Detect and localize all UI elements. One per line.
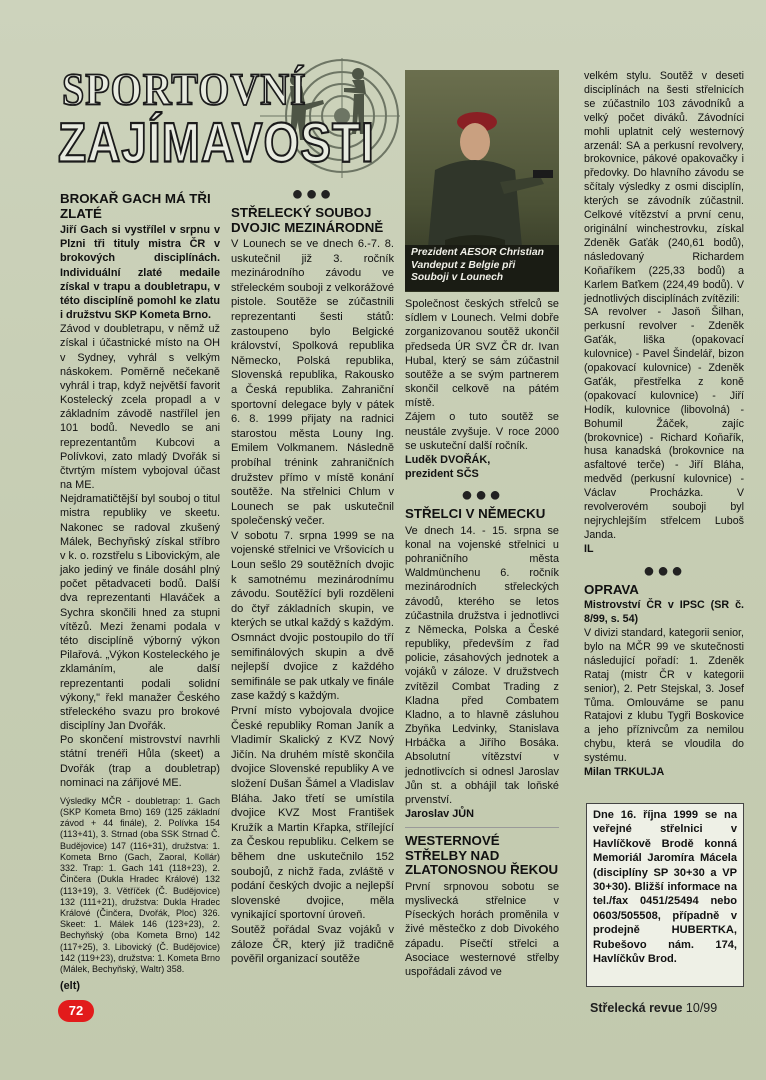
paragraph: V divizi standard, kategorii senior, bylo na MČR 99 ve skutečnosti následující pořadí: 1. Zdeněk Rataj (mistr ČR v kategorii senior), 2. Petr Stejskal, 3. Josef Tůma. Omlouváme se panu Ratajovi z klubu Tygři Boskovice a jeho příznivcům za nemilou chybu, která se vloudila do systému.: [584, 627, 744, 765]
separator-dots: ●●●: [460, 484, 504, 507]
article-title: OPRAVA: [584, 581, 639, 597]
footer-magazine: [590, 1001, 717, 1015]
column-2: [231, 180, 394, 967]
divider: [405, 827, 559, 828]
paragraph: Společnost českých střelců se sídlem v Lounech. Velmi dobře zorganizovanou soutěž ukončil předseda ÚR SVZ ČR dr. Ivan Hubal, který se sám zúčastnil soutěže a se svým partnerem skončil celkově na pátém místě.: [405, 298, 559, 410]
paragraph: SA revolver - Jasoň Šilhan, perkusní revolver - Zdeněk Gaťák, liška (opakovací kulovnice) - Pavel Šindelář, bizon (opakovací kulovnice) - Zdeněk Gaťák, přestřelka z koně (opakovací kulovnice) - Jiří Hodík, kulovnice (libovolná) - Bohumil Žáček, zajíc (brokovnice) - Richard Koňařík, husa kanadská (brokovnice na asfaltové terče) - Jiří Bláha, medvěd (perkusní kulovnice) - Václav Procházka. V revolverovém souboji byl nejrychlejším střelcem Luboš Janda.: [584, 306, 744, 541]
section-title-line1: SPORTOVNÍ: [62, 63, 307, 115]
magazine-name: Střelecká revue: [590, 1001, 683, 1015]
results-list: Výsledky MČR - doubletrap: 1. Gach (SKP Kometa Brno) 169 (125 základní závod + 44 finále), 2. Polívka 154 (113+41), 3. Strnad (oba SSK Strnad Č. Budějovice) 147 (116+31), družstva: 1. Kometa Brno (Gach, Zaoral, Kollár) 332. Trap: 1. Gach 141 (118+23), 2. Činčera (Dukla Hradec Králové) 132 (113+19), 3. Větříček (Č. Budějovice) 132 (111+21), družstva: Dukla Hradec Králové (Činčera, Dvořák, Ploc) 326. Skeet: 1. Málek 146 (123+23), 2. Bechyňský (oba Kometa Brno) 142 (117+25), 3. Libovický (Č. Budějovice) 142 (119+23), družstva: 1. Kometa Brno (Málek, Bechyňský, Waltr) 358.: [60, 795, 220, 974]
separator-dots: ●●●: [642, 559, 686, 582]
author-role: prezident SČS: [405, 468, 479, 481]
paragraph: První srpnovou sobotu se myslivecká střelnice v Píseckých horách proměnila v živé městečko z dob Divokého západu. Písečtí střelci a Asociace westernové střelby uspořádali závod ve: [405, 880, 559, 978]
article-title: WESTERNOVÉ STŘELBY NAD ZLATONOSNOU ŘEKOU: [405, 833, 559, 878]
paragraph: Zájem o tuto soutěž se neustále zvyšuje. V roce 2000 se uskuteční další ročník.: [405, 411, 559, 452]
column-3: [405, 297, 559, 979]
paragraph: Nejdramatičtější byl souboj o titul mistra republiky ve skeetu. Nakonec se radoval zkušený Málek, Bechyňský získal stříbro v k. o. rozstřelu s Libovickým, ale jako jediný ve finále dosáhl plný počet pětadvaceti bodů. Další dva reprezentanti Hlaváček a Sychra skončili hned za stupni vítězů. Mezi ženami podala v této disciplíně výborný výkon Pilařová. „Výkon Kosteleckého je zklamáním, ale další reprezentanti podali solidní výkony," řekl manažer Českého střeleckého svazu pro brokové disciplíny Jan Dvořák.: [60, 493, 220, 733]
paragraph: V Lounech se ve dnech 6.-7. 8. uskutečnil již 3. ročník mezinárodního závodu ve střeleckém souboji z velkorážové pistole. Soutěže se zúčastnili reprezentanti šesti států: zastoupeno bylo Belgické království, Spolková republika Německo, Polská republika, Slovenská republika, Rakousko a Česká republika. Zahraniční sportovní delegace byly v pátek 6. 8. 1999 přijaty na radnici starostou města Louny Ing. Emilem Volkmanem. Následně probíhal trénink zahraničních družstev přímo v místě konání soutěže. Na střelnici Chlum v Lounech se pak uskutečnil společenský večer.: [231, 238, 394, 528]
author-signature: Jaroslav JŮN: [405, 808, 475, 821]
event-info-box: Dne 16. října 1999 se na veřejné střelnici v Havlíčkově Brodě konná Memoriál Jaromíra Mácela (disciplíny SP 30+30 a VP 30+30). Bližší informace na tel./fax 0451/25494 nebo 0603/505508, případně v prodejně HUBERTKA, Rubešovo nám. 174, Havlíčkův Brod.: [586, 803, 744, 987]
article-title: STŘELECKÝ SOUBOJ DVOJIC MEZINÁRODNĚ: [231, 205, 384, 235]
author-signature: (elt): [60, 980, 80, 993]
column-1: [60, 192, 220, 993]
article-lead: Jiří Gach si vystřílel v srpnu v Plzni tři tituly mistra ČR v brokových disciplínách. Individuální zlaté medaile získal v trapu a doubletrapu, v této disciplíně pomohl ke zlatu i družstvu SKP Kometa Brno.: [60, 224, 220, 322]
article-title: BROKAŘ GACH MÁ TŘI ZLATÉ: [60, 191, 211, 221]
article-subtitle: Mistrovství ČR v IPSC (SR č. 8/99, s. 54): [584, 599, 744, 626]
paragraph: Po skončení mistrovství navrhli státní trenéři Hůla (skeet) a Dvořák (trap a doubletrap) nominaci na zářijové ME.: [60, 734, 220, 789]
author-signature: IL: [584, 542, 594, 555]
paragraph: První místo vybojovala dvojice České republiky Roman Janík a Vladimír Skalický z KVZ Nový Jičín. Na druhém místě skončila dvojice Slovenské republiky A ve složení Dušan Šámel a Vladislav Bláha. Jako třetí se umístila dvojice KVZ Most František Kružík a Martin Křapka, střílející za Českou republiku. Celkem se během dne uskutečnilo 152 soubojů, z nichž řada, zvláště v podání českých dvojic a nejlepší slovenské dvojice, měla vynikající sportovní úroveň.: [231, 705, 394, 922]
separator-dots: ●●●: [291, 183, 334, 205]
paragraph: Soutěž pořádal Svaz vojáků v záloze ČR, který již tradičně pověřil organizací soutěže: [231, 923, 394, 966]
issue-number: 10/99: [685, 1001, 718, 1015]
paragraph: V sobotu 7. srpna 1999 se na vojenské střelnici ve Vršovicích u Loun sešlo 29 soutěžních dvojic k samotnému mezinárodnímu závodu. Soutěžící byli rozděleni do čtyř základních skupin, ve kterých se utkal každý s každým. Osmnáct dvojic postoupilo do tří semifinálových skupin a dvě nejlepší dvojice z každého semifinále se pak utkaly ve finále zase každý s každým.: [231, 529, 394, 703]
paragraph: velkém stylu. Soutěž v deseti disciplínách na šesti střelnicích se zúčastnilo 103 závodníků a velký počet diváků. Závodníci mohli uplatnit celý westernový arzenál: SA a perkusní revolvery, brokovnice, pákové opakovačky i předovky. Do hlavního závodu se sčítaly výsledky z osmi disciplín, kterých se závodník zúčastnil. Celkové vítězství a první cenu, originální winchestrovku, získal Zdeněk Gaťák (240,61 bodů), následovaný Richardem Koňaříkem (225,33 bodů) a Karlem Baťkem (224,49 bodů). V jednotlivých disciplínách zvítězili:: [584, 70, 744, 305]
author-signature: Milan TRKULJA: [584, 766, 665, 779]
article-title: STŘELCI V NĚMECKU: [405, 506, 546, 522]
paragraph: Závod v doubletrapu, v němž už získal i účastnické místo na OH v Sydney, vyhrál s velkým náskokem. Poměrně nečekaně vyhrál i trap, když největší favorit Kostelecký zcela propadl a v základním závodě nastřílel jen 101 bodů. Nevedlo se ani reprezentantům Kubcovi a Polívkovi, zato mladý Dvořák si čtvrtým místem vybojoval účast na ME.: [60, 323, 220, 492]
column-4: [584, 70, 744, 780]
photo-caption: Prezident AESOR Christian Vandeput z Belgie při Souboji v Lounech: [405, 245, 559, 291]
author-signature: Luděk DVOŘÁK,: [405, 453, 491, 466]
section-title-line2: ZAJÍMAVOSTI: [58, 111, 375, 174]
paragraph: Ve dnech 14. - 15. srpna se konal na vojenské střelnici u pohraničního města Waldmünchenu 6. ročník mezinárodních střeleckých závodů, kterého se letos zúčastnila družstva i jednotlivci z Německa, Polska a České republiky, především z řad policie, zásahových jednotek a vojáků v záloze. V družstvech zvítězil Combat Trading z Kladna před Combatem Kladno, a to hlavně zásluhou Zbyňka Ledvinky, Stanislava Hrbáčka a Jiřího Bosáka. Absolutní vítězství v jednotlivcích si odnesl Jaroslav Jůn st. a obhájil tak loňské prvenství.: [405, 524, 559, 806]
page-number: 72: [58, 1000, 94, 1022]
